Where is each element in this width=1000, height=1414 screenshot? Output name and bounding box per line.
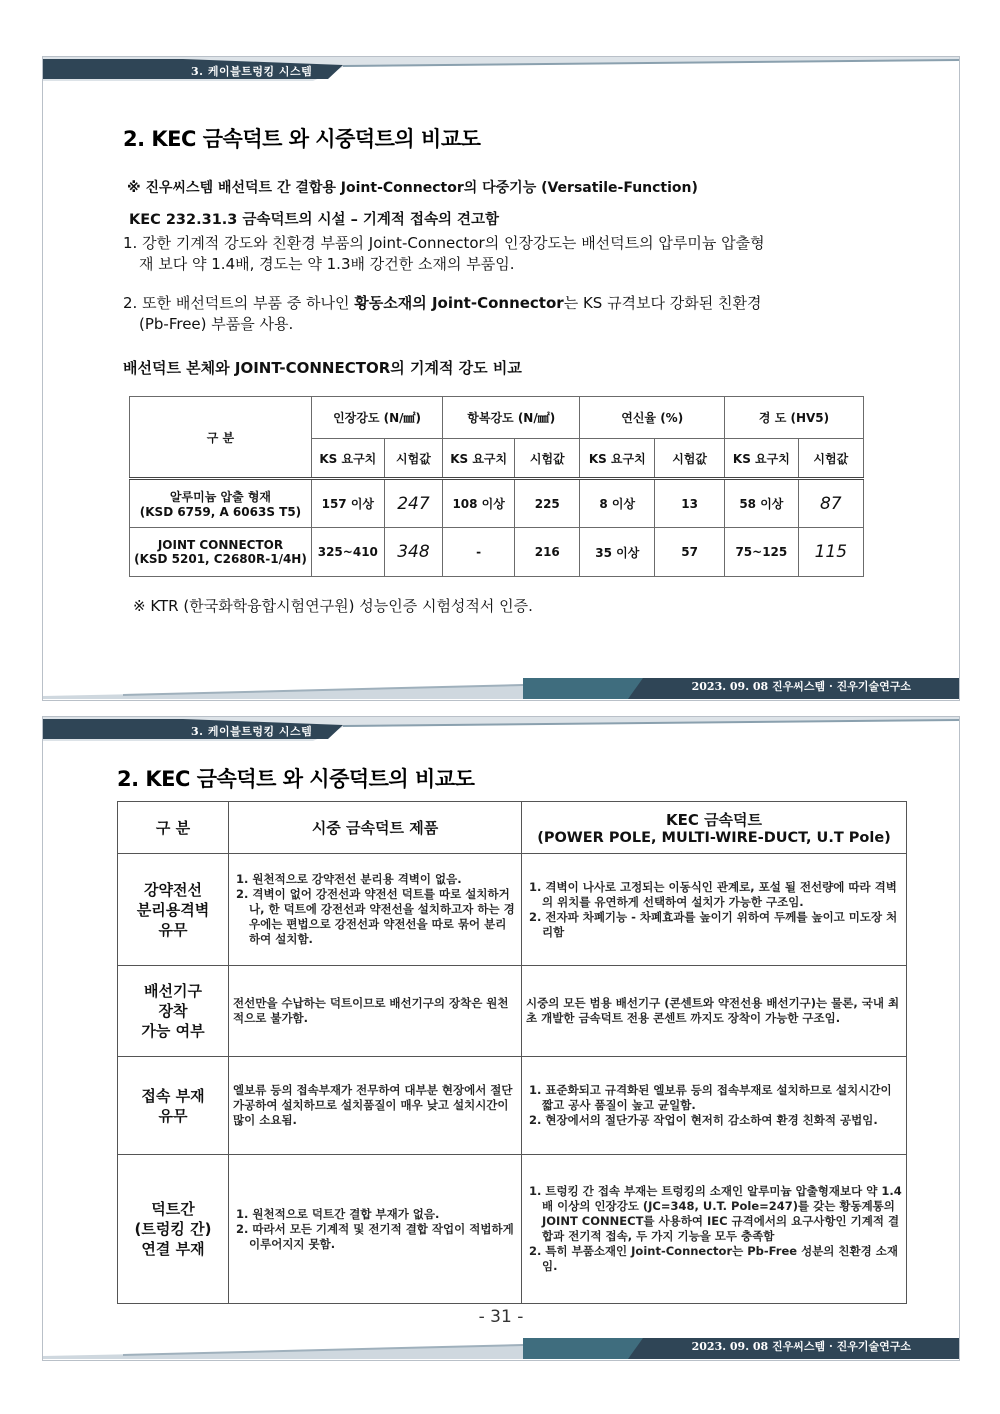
paragraph-1-line-1: 1. 강한 기계적 강도와 친환경 부품의 Joint-Connector의 인장강도는 배선덕트의 압루미늄 압출형 bbox=[123, 234, 765, 252]
cell: 57 bbox=[655, 528, 725, 577]
head-kec: KEC 금속덕트 (POWER POLE, MULTI-WIRE-DUCT, U.T Pole) bbox=[522, 802, 907, 854]
strength-table bbox=[129, 396, 864, 577]
section-header: 3. 케이블트렁킹 시스템 bbox=[191, 725, 313, 738]
comparison-table bbox=[117, 801, 907, 1304]
cell: 157 이상 bbox=[311, 479, 384, 528]
sub-ks: KS 요구치 bbox=[580, 439, 655, 479]
sub-ks: KS 요구치 bbox=[311, 439, 384, 479]
table-group-yield: 항복강도 (N/㎟) bbox=[443, 397, 580, 439]
row-name: JOINT CONNECTOR (KSD 5201, C2680R-1/4H) bbox=[130, 528, 312, 577]
table-row bbox=[118, 966, 907, 1057]
paragraph-1-line-2: 재 보다 약 1.4배, 경도는 약 1.3배 강건한 소재의 부품임. bbox=[139, 255, 515, 273]
sub-test: 시험값 bbox=[515, 439, 580, 479]
table-row bbox=[118, 1057, 907, 1155]
footer-text: 2023. 09. 08 진우씨스템 · 진우기술연구소 bbox=[691, 680, 911, 693]
sub-test: 시험값 bbox=[655, 439, 725, 479]
paragraph-2-pre: 2. 또한 배선덕트의 부품 중 하나인 bbox=[123, 294, 355, 312]
row-head: 접속 부재 유무 bbox=[118, 1057, 229, 1155]
cell: 225 bbox=[515, 479, 580, 528]
market-cell: 1. 원천적으로 강약전선 분리용 격벽이 없음. 2. 격벽이 없어 강전선과 약전선 덕트를 따로 설치하거나, 한 덕트에 강전선과 약전선을 설치하고자 하는 경우에는 편법으로 강전선과 약전선을 따로 묶어 분리하여 설치함. bbox=[229, 854, 522, 966]
table-row bbox=[118, 1155, 907, 1304]
footer-text: 2023. 09. 08 진우씨스템 · 진우기술연구소 bbox=[691, 1340, 911, 1353]
row-name: 알루미늄 압출 형재 (KSD 6759, A 6063S T5) bbox=[130, 479, 312, 528]
sub-test: 시험값 bbox=[798, 439, 863, 479]
table-row bbox=[130, 528, 864, 577]
cell: 115 bbox=[798, 528, 863, 577]
cell: 325~410 bbox=[311, 528, 384, 577]
page-title: 2. KEC 금속덕트 와 시중덕트의 비교도 bbox=[117, 767, 475, 791]
paragraph-2-line-2: (Pb-Free) 부품을 사용. bbox=[139, 315, 294, 333]
cell: 35 이상 bbox=[580, 528, 655, 577]
head-gubun: 구 분 bbox=[118, 802, 229, 854]
section-header: 3. 케이블트렁킹 시스템 bbox=[191, 65, 313, 78]
table-group-tensile: 인장강도 (N/㎟) bbox=[311, 397, 442, 439]
header-band bbox=[43, 717, 959, 743]
table-title: 배선덕트 본체와 JOINT-CONNECTOR의 기계적 강도 비교 bbox=[123, 359, 522, 377]
market-cell: 1. 원천적으로 덕트간 결합 부재가 없음. 2. 따라서 모든 기계적 및 전기적 결합 작업이 적법하게 이루어지지 못함. bbox=[229, 1155, 522, 1304]
cell: 108 이상 bbox=[443, 479, 515, 528]
kec-cell: 1. 트렁킹 간 접속 부재는 트렁킹의 소재인 알루미늄 압출형재보다 약 1.4배 이상의 인장강도 (JC=348, U.T. Pole=247)를 갖는 황동계통의 JOINT CONNECT를 사용하여 IEC 규격에서의 요구사항인 기계적 결합과 전기적 접속, 두 가지 기능을 모두 충족함 2. 특히 부품소재인 Joint-Connector는 Pb-Free 성분의 친환경 소재임. bbox=[522, 1155, 907, 1304]
market-cell: 전선만을 수납하는 덕트이므로 배선기구의 장착은 원천적으로 불가함. bbox=[229, 966, 522, 1057]
paragraph-2-bold: 황동소재의 Joint-Connector bbox=[354, 294, 564, 312]
table-group-hardness: 경 도 (HV5) bbox=[725, 397, 864, 439]
table-row bbox=[130, 479, 864, 528]
paragraph-2 bbox=[123, 293, 863, 335]
cell: 75~125 bbox=[725, 528, 799, 577]
page-title: 2. KEC 금속덕트 와 시중덕트의 비교도 bbox=[123, 127, 481, 151]
kec-clause: KEC 232.31.3 금속덕트의 시설 – 기계적 접속의 견고함 bbox=[129, 212, 500, 228]
cell: - bbox=[443, 528, 515, 577]
paragraph-1 bbox=[123, 233, 863, 275]
cell: 8 이상 bbox=[580, 479, 655, 528]
cell: 87 bbox=[798, 479, 863, 528]
row-head: 덕트간 (트렁킹 간) 연결 부재 bbox=[118, 1155, 229, 1304]
cell: 58 이상 bbox=[725, 479, 799, 528]
kec-cell: 1. 표준화되고 규격화된 엘보류 등의 접속부재로 설치하므로 설치시간이 짧고 공사 품질이 높고 균일함. 2. 현장에서의 절단가공 작업이 현저히 감소하여 환경 친화적 공법임. bbox=[522, 1057, 907, 1155]
table-header-gubun: 구 분 bbox=[130, 397, 312, 479]
cell: 13 bbox=[655, 479, 725, 528]
sub-test: 시험값 bbox=[384, 439, 442, 479]
page-number: - 31 - bbox=[478, 1307, 524, 1327]
head-market: 시중 금속덕트 제품 bbox=[229, 802, 522, 854]
certification-note: ※ KTR (한국화학융합시험연구원) 성능인증 시험성적서 인증. bbox=[133, 597, 533, 615]
header-band bbox=[43, 57, 959, 83]
row-head: 배선기구 장착 가능 여부 bbox=[118, 966, 229, 1057]
slide-2 bbox=[42, 716, 960, 1361]
subtitle: ※ 진우씨스템 배선덕트 간 결합용 Joint-Connector의 다중기능 (Versatile-Function) bbox=[127, 180, 698, 196]
market-cell: 엘보류 등의 접속부재가 전무하여 대부분 현장에서 절단 가공하여 설치하므로 설치품질이 매우 낮고 설치시간이 많이 소요됨. bbox=[229, 1057, 522, 1155]
kec-cell: 1. 격벽이 나사로 고정되는 이동식인 관계로, 포설 될 전선량에 따라 격벽의 위치를 유연하게 선택하여 설치가 가능한 구조임. 2. 전자파 차폐기능 - 차폐효과를 높이기 위하여 두께를 높이고 미도장 처리함 bbox=[522, 854, 907, 966]
kec-cell: 시중의 모든 범용 배선기구 (콘센트와 약전선용 배선기구)는 물론, 국내 최초 개발한 금속덕트 전용 콘센트 까지도 장착이 가능한 구조임. bbox=[522, 966, 907, 1057]
paragraph-2-post: 는 KS 규격보다 강화된 친환경 bbox=[563, 294, 762, 312]
row-head: 강약전선 분리용격벽 유무 bbox=[118, 854, 229, 966]
sub-ks: KS 요구치 bbox=[443, 439, 515, 479]
table-group-elongation: 연신율 (%) bbox=[580, 397, 725, 439]
cell: 247 bbox=[384, 479, 442, 528]
slide-1 bbox=[42, 56, 960, 701]
cell: 216 bbox=[515, 528, 580, 577]
cell: 348 bbox=[384, 528, 442, 577]
sub-ks: KS 요구치 bbox=[725, 439, 799, 479]
table-row bbox=[118, 854, 907, 966]
